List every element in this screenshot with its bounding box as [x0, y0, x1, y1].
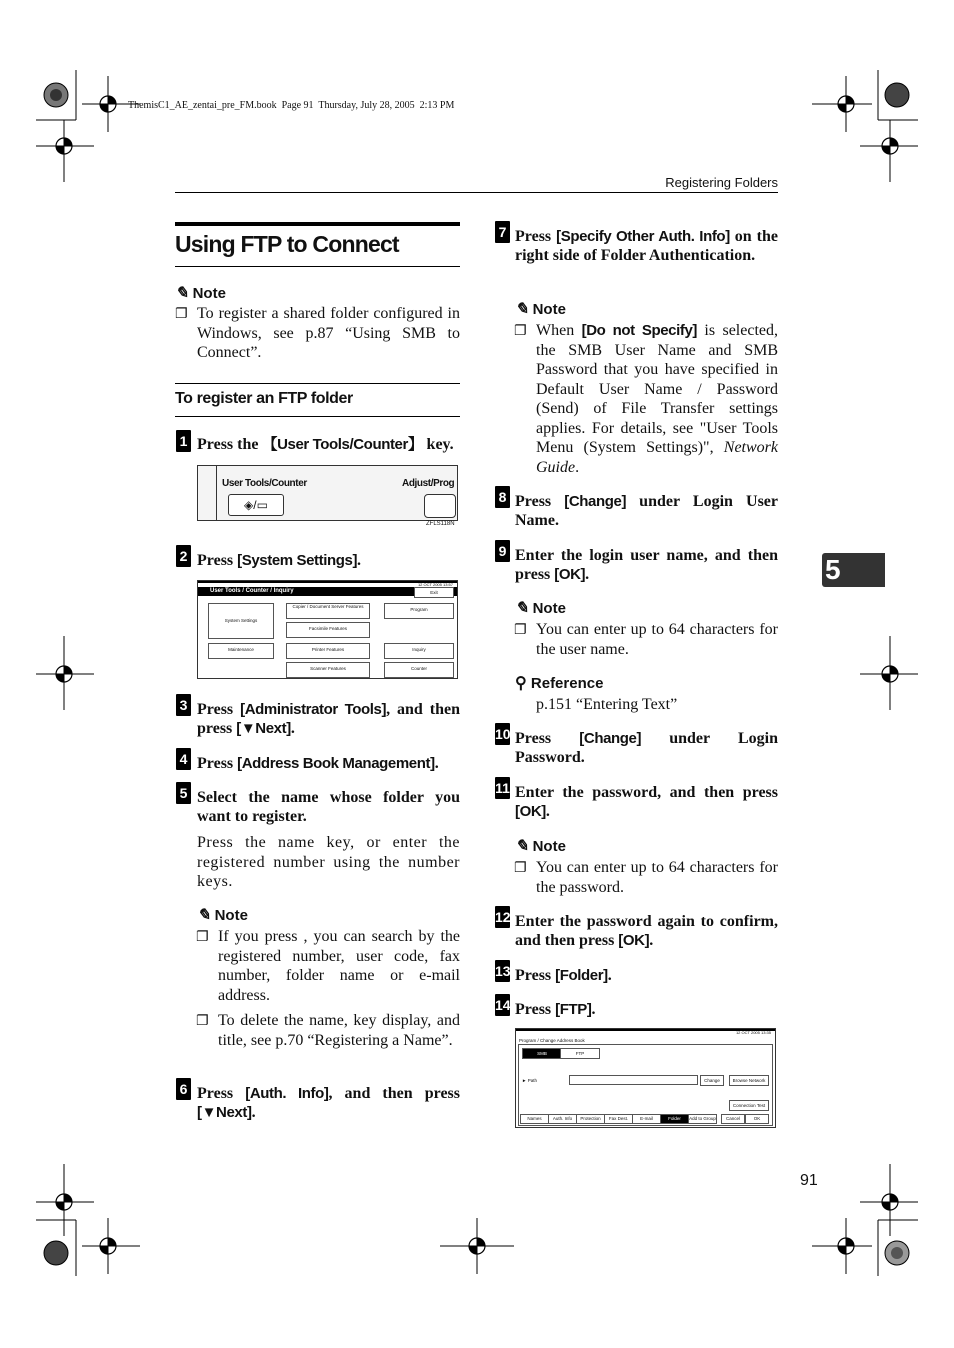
user-tools-key[interactable]: ◈/▭	[228, 494, 284, 516]
path-label: ► Path	[522, 1078, 537, 1083]
header-rule	[175, 192, 778, 193]
print-info: ThemisC1_AE_zentai_pre_FM.book Page 91 Thursday, July 28, 2005 2:13 PM	[128, 100, 455, 111]
pencil-icon: ✎	[515, 301, 529, 318]
tab-ftp[interactable]: FTP	[560, 1048, 600, 1059]
step-5-text: Select the name whose folder you want to register.	[197, 789, 460, 825]
scanner-features-button[interactable]: Scanner Features	[286, 662, 370, 678]
user-tools-counter-label: User Tools/Counter	[222, 478, 307, 489]
browse-network-button[interactable]: Browse Network	[729, 1075, 769, 1086]
bottom-tab-names[interactable]: Names	[520, 1114, 549, 1124]
note-item	[196, 927, 460, 1005]
step-3-text: Press [Administrator Tools], and then press [▼Next].	[197, 701, 460, 737]
checkbox-icon: ❐	[514, 622, 527, 638]
bottom-tab-add-to-group[interactable]: Add to Group	[688, 1114, 717, 1124]
note-heading	[515, 836, 566, 856]
adjust-prog-label: Adjust/Prog	[402, 478, 455, 489]
step-4-text: Press [Address Book Management].	[197, 755, 439, 772]
running-head: Registering Folders	[665, 175, 778, 190]
screen-title: User Tools / Counter / Inquiry	[210, 588, 294, 594]
note-item	[514, 620, 778, 659]
step-number: 14	[495, 994, 510, 1016]
tab-smb[interactable]: SMB	[522, 1048, 562, 1059]
step-number: 4	[176, 748, 191, 770]
step-number: 7	[495, 221, 510, 243]
chapter-number: 5	[825, 554, 841, 585]
checkbox-icon: ❐	[514, 860, 527, 876]
subsection-bottom-rule	[175, 416, 460, 417]
step-8-text: Press [Change] under Login User Name.	[515, 493, 779, 529]
note-label: Note	[192, 285, 226, 302]
pencil-icon: ✎	[175, 285, 189, 302]
bottom-tab-folder[interactable]: Folder	[660, 1114, 689, 1124]
note-heading	[197, 905, 248, 925]
step-number: 11	[495, 777, 510, 799]
checkbox-icon: ❐	[514, 323, 527, 339]
pencil-icon: ✎	[515, 838, 529, 855]
note-heading	[515, 598, 566, 618]
note-heading	[515, 299, 566, 319]
system-settings-button[interactable]: System Settings	[208, 603, 274, 639]
screen-title: Program / Change Address Book	[519, 1038, 585, 1043]
note-item	[514, 858, 778, 897]
step-number: 5	[176, 782, 191, 804]
page-number: 91	[800, 1172, 818, 1189]
checkbox-icon: ❐	[196, 1013, 209, 1029]
image-code: ZFLS118N	[426, 521, 455, 527]
path-input[interactable]	[569, 1075, 698, 1085]
maintenance-button[interactable]: Maintenance	[208, 643, 274, 659]
chapter-tab	[822, 553, 885, 587]
step-number: 10	[495, 723, 510, 745]
printer-features-button[interactable]: Printer Features	[286, 643, 370, 659]
step-2-text: Press [System Settings].	[197, 552, 362, 569]
note-label: Note	[532, 600, 566, 617]
step-7-text: Press [Specify Other Auth. Info] on the right side of Folder Authentication.	[515, 228, 778, 264]
counter-button[interactable]: Counter	[384, 662, 454, 678]
bottom-tab-email[interactable]: E-mail	[632, 1114, 661, 1124]
panel-knob	[424, 494, 456, 518]
ok-button[interactable]: OK	[745, 1114, 769, 1124]
step-number: 6	[176, 1078, 191, 1100]
connection-test-button[interactable]: Connection Test	[729, 1100, 769, 1111]
note-item	[196, 1011, 460, 1050]
note-text: To register a shared folder configured in Windows, see p.87 “Using SMB to Connect”.	[197, 305, 460, 361]
note-text: You can enter up to 64 characters for the user name.	[536, 621, 778, 658]
cancel-button[interactable]: Cancel	[721, 1114, 745, 1124]
change-button[interactable]: Change	[700, 1075, 724, 1086]
note-item: ❐ When [Do not Specify] is selected, the SMB User Name and SMB Password that you have specified in Default User Name / Password (Send) of File Transfer settings applies. For details, see "User Tools Menu (System Settings)", Network Guide.	[514, 322, 779, 476]
step-13-text: Press [Folder].	[515, 967, 612, 984]
inquiry-button[interactable]: Inquiry	[384, 643, 454, 659]
reference-label: Reference	[530, 675, 604, 692]
step-number: 8	[495, 486, 510, 508]
magnifier-icon: ⚲	[515, 675, 527, 692]
note-label: Note	[214, 907, 248, 924]
subsection-top-rule	[175, 383, 460, 384]
section-title: Using FTP to Connect	[175, 231, 399, 257]
user-tools-screen-image	[197, 580, 458, 679]
checkbox-icon: ❐	[175, 306, 188, 322]
step-14-text: Press [FTP].	[515, 1001, 596, 1018]
note-label: Note	[532, 301, 566, 318]
reference-heading	[515, 673, 603, 693]
subsection-title: To register an FTP folder	[175, 390, 353, 407]
step-9-text: Enter the login user name, and then press [OK].	[515, 547, 778, 583]
step-number: 9	[495, 540, 510, 562]
bottom-tab-auth-info[interactable]: Auth. Info	[548, 1114, 577, 1124]
step-5-body: Press the name key, or enter the registered number using the number keys.	[197, 834, 460, 890]
copier-features-button[interactable]: Copier / Document Server Features	[286, 603, 370, 619]
note-text: If you press , you can search by the registered number, user code, fax number, folder name or e-mail address.	[218, 928, 460, 1004]
exit-button[interactable]: Exit	[414, 587, 454, 598]
note-label: Note	[532, 838, 566, 855]
note-item	[175, 304, 460, 363]
note-text: You can enter up to 64 characters for the password.	[536, 859, 778, 896]
step-number: 2	[176, 545, 191, 567]
program-button[interactable]: Program	[384, 603, 454, 619]
step-number: 13	[495, 960, 510, 982]
step-1-text: Press the 【User Tools/Counter】 key.	[197, 436, 454, 453]
checkbox-icon: ❐	[196, 929, 209, 945]
step-number: 1	[176, 430, 191, 452]
reference-text: p.151 “Entering Text”	[536, 696, 678, 713]
note-text: To delete the name, key display, and title, see p.70 “Registering a Name”.	[218, 1012, 460, 1049]
control-panel-image	[197, 465, 458, 521]
step-11-text: Enter the password, and then press [OK].	[515, 784, 778, 820]
step-number: 3	[176, 694, 191, 716]
section-bottom-rule	[175, 266, 460, 267]
address-book-screen-image	[515, 1028, 776, 1128]
step-6-text: Press [Auth. Info], and then press [▼Next].	[197, 1085, 460, 1121]
pencil-icon: ✎	[515, 600, 529, 617]
step-number: 12	[495, 906, 510, 928]
screen-date: 12 OCT 2005 13:35	[735, 1030, 771, 1035]
bottom-tab-protection[interactable]: Protection	[576, 1114, 605, 1124]
note-heading	[175, 283, 226, 303]
screen-date: 12 OCT 2005 13:57	[417, 582, 453, 587]
bottom-tab-fax-dest[interactable]: Fax Dest.	[604, 1114, 633, 1124]
pencil-icon: ✎	[197, 907, 211, 924]
step-10-text: Press [Change] under Login Password.	[515, 730, 779, 766]
facsimile-features-button[interactable]: Facsimile Features	[286, 622, 370, 638]
step-12-text: Enter the password again to confirm, and then press [OK].	[515, 913, 778, 949]
section-top-rule	[175, 222, 460, 226]
